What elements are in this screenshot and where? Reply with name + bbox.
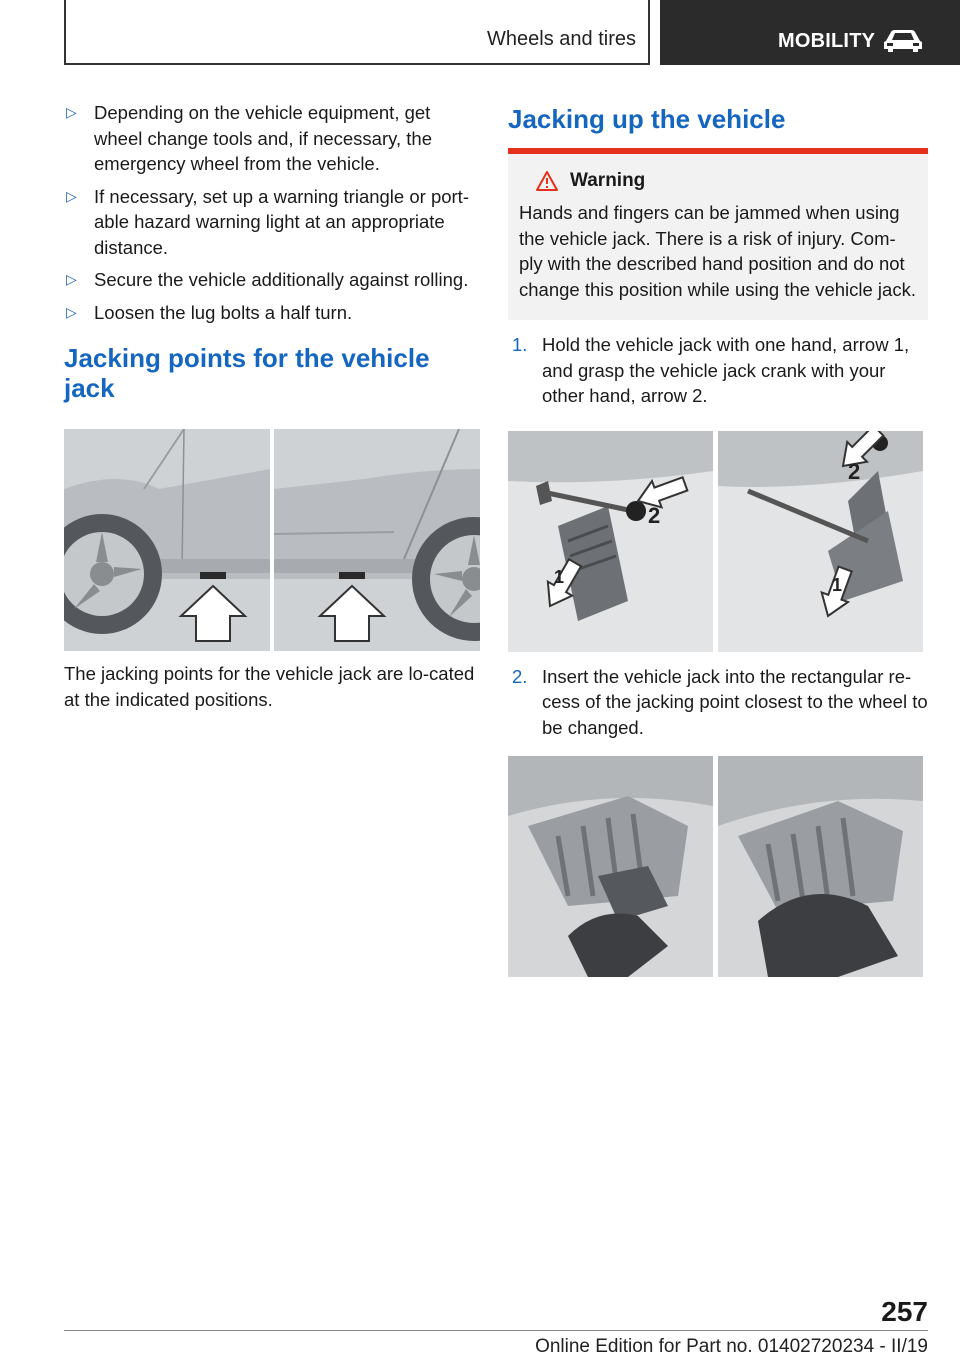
bullet-triangle-icon: ▷ <box>66 271 77 287</box>
list-item: ▷ Loosen the lug bolts a half turn. <box>64 300 480 326</box>
right-column <box>508 100 928 977</box>
page-number: 257 <box>881 1296 928 1327</box>
jacking-recess-figure <box>508 756 923 977</box>
list-item: ▷ Depending on the vehicle equipment, get wheel change tools and, if necessary, the emergency wheel from the vehicle. <box>66 102 433 174</box>
header-rule-right <box>648 0 650 64</box>
warning-triangle-icon <box>536 170 558 192</box>
header-rule-left <box>64 0 66 64</box>
chapter-tab-label: MOBILITY <box>778 30 876 52</box>
jack-handling-figure <box>508 431 923 652</box>
bullet-triangle-icon: ▷ <box>66 187 77 204</box>
bullet-triangle-icon: ▷ <box>66 303 77 320</box>
step-item <box>508 332 928 409</box>
step-number: 1. <box>512 334 528 355</box>
jacking-points-figure <box>64 429 480 651</box>
car-icon <box>882 29 924 53</box>
step-item <box>508 664 928 741</box>
arrow-label: 1 <box>832 574 843 595</box>
bullet-triangle-icon: ▷ <box>66 104 77 120</box>
arrow-label: 2 <box>648 502 661 528</box>
list-item: ▷ Secure the vehicle additionally against rolling. <box>64 267 480 293</box>
step-number: 2. <box>512 665 528 687</box>
warning-title: Warning <box>570 170 646 191</box>
header-rule-bottom <box>64 63 650 65</box>
footer-edition: Online Edition for Part no. 01402720234 - II/19 <box>535 1336 928 1357</box>
section-heading: Jacking points for the vehicle jack <box>64 343 430 403</box>
arrow-label: 2 <box>848 458 861 484</box>
warning-text: Hands and fingers can be jammed when using the vehicle jack. There is a risk of injury. Com‐ply with the described hand position and do not change this position while using the vehicle jack. <box>519 202 916 300</box>
figure-caption: The jacking points for the vehicle jack are lo‐cated at the indicated positions. <box>64 663 475 710</box>
step-text: Hold the vehicle jack with one hand, arrow 1, and grasp the vehicle jack crank with your other hand, arrow 2. <box>542 334 910 406</box>
step-text: Insert the vehicle jack into the rectangular re‐cess of the jacking point closest to the wheel to be changed. <box>542 665 928 738</box>
warning-box <box>508 148 928 320</box>
left-column <box>64 100 480 712</box>
warning-heading <box>519 170 918 192</box>
section-heading: Jacking up the vehicle <box>508 104 786 134</box>
arrow-label: 1 <box>554 566 565 587</box>
section-title: Wheels and tires <box>487 28 636 50</box>
list-item: ▷ If necessary, set up a warning triangle or port‐able hazard warning light at an appropriate distance. <box>66 185 469 258</box>
footer-rule <box>64 1330 928 1331</box>
